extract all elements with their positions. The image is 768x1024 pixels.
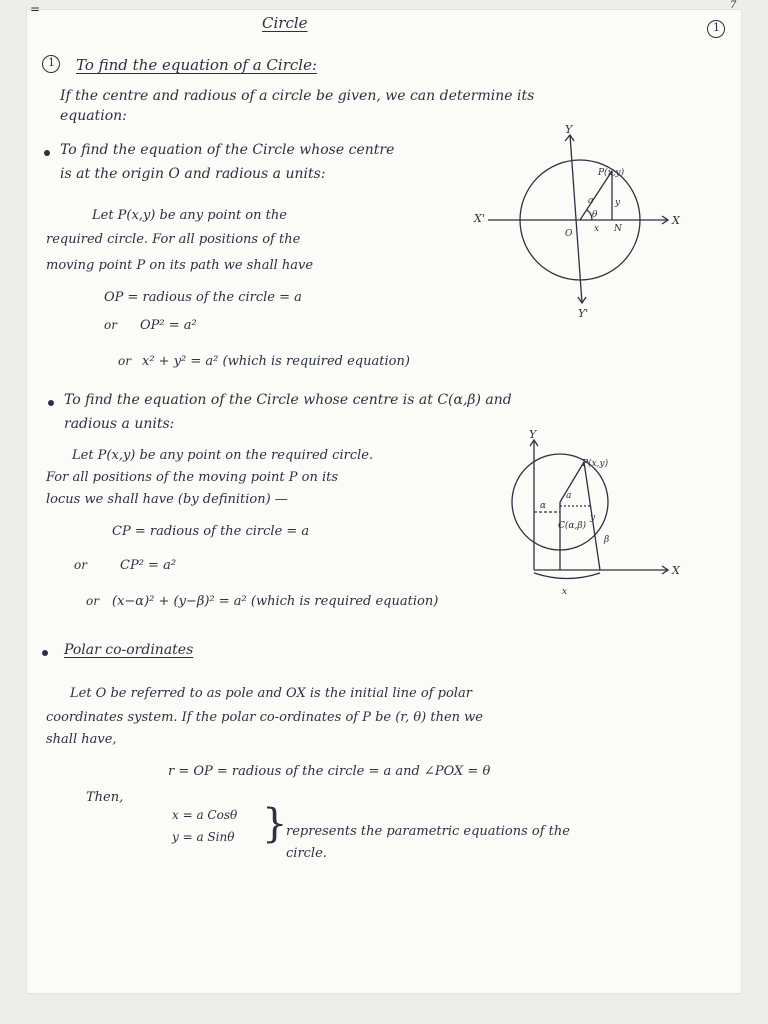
case1-line-2: is at the origin O and radious a units: xyxy=(60,166,326,182)
param-equation-y: y = a Sinθ xyxy=(172,830,235,844)
section-heading: To find the equation of a Circle: xyxy=(76,56,318,74)
alpha-label: α xyxy=(540,501,547,511)
case2-text-2: For all positions of the moving point P on its xyxy=(46,470,339,485)
case1-equation-2: OP² = a² xyxy=(140,318,197,333)
intro-line-1: If the centre and radious of a circle be given, we can determine its xyxy=(60,88,535,104)
polar-line-1: Let O be referred to as pole and OX is the initial line of polar xyxy=(70,686,472,701)
param-equation-x: x = a Cosθ xyxy=(172,808,238,822)
circle-origin-diagram xyxy=(470,125,700,330)
n-label: N xyxy=(614,224,622,234)
y-segment-label: y xyxy=(590,513,596,523)
or-label: or xyxy=(118,354,131,368)
page-number: 1 xyxy=(713,21,720,34)
case1-text-3: moving point P on its path we shall have xyxy=(46,258,314,273)
case2-line-1: To find the equation of the Circle whose centre is at C(α,β) and xyxy=(64,392,512,408)
y-label: Y xyxy=(529,430,537,441)
beta-label: β xyxy=(604,535,610,545)
radius-line xyxy=(560,462,584,502)
y-prime-label: Y' xyxy=(578,307,589,320)
polar-equation: r = OP = radious of the circle = a and ∠POX = θ xyxy=(168,764,491,779)
param-text-1: represents the parametric equations of the xyxy=(286,824,570,839)
bullet xyxy=(42,650,48,656)
radius-label: a xyxy=(588,196,594,206)
or-label: or xyxy=(86,594,99,608)
x-segment-label: x xyxy=(562,587,568,597)
x-prime-label: X' xyxy=(474,212,485,225)
bullet xyxy=(44,150,50,156)
case1-equation-1: OP = radious of the circle = a xyxy=(104,290,302,305)
y-segment-label: y xyxy=(615,198,621,208)
section-number: 1 xyxy=(48,56,55,69)
p-label: P(x,y) xyxy=(598,168,625,178)
x-label: X xyxy=(672,564,680,577)
polar-heading: Polar co-ordinates xyxy=(64,642,194,658)
radius-label: a xyxy=(566,491,572,501)
intro-line-2: equation: xyxy=(60,108,127,124)
case1-text-1: Let P(x,y) be any point on the xyxy=(92,208,287,223)
theta-label: θ xyxy=(592,210,598,220)
origin-label: O xyxy=(565,229,573,239)
or-label: or xyxy=(104,318,117,332)
param-text-2: circle. xyxy=(286,846,327,861)
case2-text-3: locus we shall have (by definition) — xyxy=(46,492,288,507)
bullet xyxy=(48,400,54,406)
case2-equation-2: CP² = a² xyxy=(120,558,177,573)
then-label: Then, xyxy=(86,790,124,805)
polar-line-2: coordinates system. If the polar co-ordinates of P be (r, θ) then we xyxy=(46,710,484,725)
y-label: Y xyxy=(565,125,573,136)
case1-line-1: To find the equation of the Circle whose centre xyxy=(60,142,395,158)
corner-mark: = xyxy=(30,2,41,16)
corner-mark-right: 7 xyxy=(730,0,737,11)
case2-text-1: Let P(x,y) be any point on the required circle. xyxy=(72,448,374,463)
circle-offset-diagram xyxy=(500,430,700,600)
p-label: P(x,y) xyxy=(582,459,609,469)
case2-equation-3: (x−α)² + (y−β)² = a² (which is required equation) xyxy=(112,594,439,609)
x-label: X xyxy=(672,214,680,227)
c-label: C(α,β) xyxy=(558,521,587,531)
curly-brace: } xyxy=(262,801,288,847)
x-segment-label: x xyxy=(594,224,600,234)
case2-line-2: radious a units: xyxy=(64,416,175,432)
case1-text-2: required circle. For all positions of the xyxy=(46,232,301,247)
case2-equation-1: CP = radious of the circle = a xyxy=(112,524,310,539)
case1-equation-3: x² + y² = a² (which is required equation) xyxy=(142,354,410,369)
polar-line-3: shall have, xyxy=(46,732,117,747)
page-title: Circle xyxy=(262,14,308,32)
x-brace xyxy=(534,573,600,579)
or-label: or xyxy=(74,558,87,572)
